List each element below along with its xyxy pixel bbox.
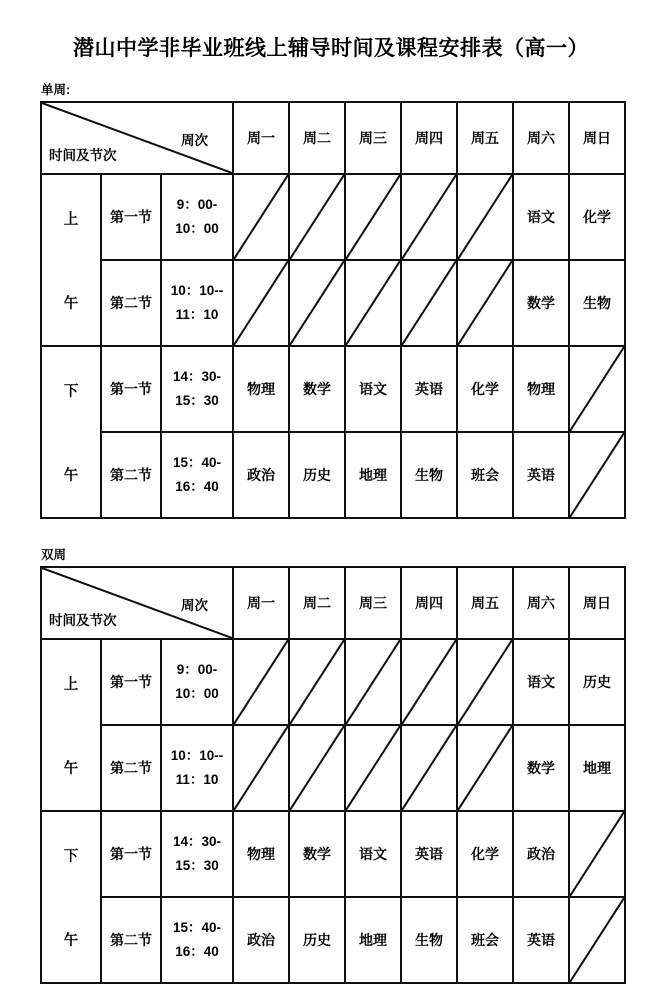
time-line: 9：00- [176,662,218,678]
even-week-label: 双周 [41,548,67,562]
time-line: 11：10 [175,772,219,787]
section-cell: 第二节 [101,260,161,346]
subject-cell: 英语 [401,346,457,432]
time-line: 15：40- [173,920,222,936]
time-cell [161,432,233,518]
period-char: 上 [63,676,79,693]
diagonal-slash-icon [346,640,400,724]
subject-cell: 英语 [401,811,457,897]
day-header-2: 周二 [289,567,345,639]
subject-cell: 英语 [513,897,569,983]
day-header-6: 周六 [513,102,569,174]
day-header-5: 周五 [457,102,513,174]
section-cell: 第二节 [101,897,161,983]
day-header-5: 周五 [457,567,513,639]
corner-week-label: 周次 [181,598,209,613]
diagonal-slash-icon [458,726,512,810]
diagonal-slash-icon [458,640,512,724]
day-header-4: 周四 [401,567,457,639]
crossed-cell [457,260,513,346]
page-title: 潜山中学非毕业班线上辅导时间及课程安排表（高一） [73,37,589,60]
day-header-7: 周日 [569,567,625,639]
subject-cell: 数学 [513,725,569,811]
subject-cell: 物理 [513,346,569,432]
time-line: 9：00- [176,197,218,213]
time-line: 15：40- [173,455,222,471]
day-header-7: 周日 [569,102,625,174]
crossed-cell [345,174,401,260]
period-char: 上 [63,211,79,228]
crossed-cell [401,725,457,811]
subject-cell: 数学 [289,811,345,897]
time-cell [161,897,233,983]
subject-cell: 语文 [345,811,401,897]
period-char: 午 [63,295,79,312]
diagonal-slash-icon [290,726,344,810]
subject-cell: 政治 [233,897,289,983]
day-header-2: 周二 [289,102,345,174]
subject-cell: 生物 [569,260,625,346]
subject-cell: 化学 [457,346,513,432]
diagonal-slash-icon [570,898,624,982]
morning-period-cell [41,639,101,811]
subject-cell: 历史 [289,432,345,518]
crossed-cell [569,897,625,983]
crossed-cell [457,639,513,725]
crossed-cell [289,260,345,346]
subject-cell: 物理 [233,346,289,432]
subject-cell: 语文 [345,346,401,432]
day-header-3: 周三 [345,102,401,174]
section-cell: 第二节 [101,725,161,811]
period-label [42,348,100,516]
subject-cell: 物理 [233,811,289,897]
diagonal-slash-icon [570,347,624,431]
day-header-4: 周四 [401,102,457,174]
time-cell [161,725,233,811]
subject-cell: 语文 [513,174,569,260]
diagonal-slash-icon [402,175,456,259]
period-char: 午 [63,467,79,484]
time-line: 10：00 [175,686,219,701]
period-char: 下 [63,383,79,400]
period-char: 午 [63,760,79,777]
crossed-cell [345,725,401,811]
section-cell: 第一节 [101,174,161,260]
odd-week-block [40,80,622,519]
time-cell [161,260,233,346]
crossed-cell [457,725,513,811]
crossed-cell [401,174,457,260]
time-line: 16：40 [175,944,219,959]
time-line: 15：30 [175,393,219,408]
time-line: 10：10-- [170,748,224,764]
diagonal-slash-icon [290,640,344,724]
subject-cell: 政治 [513,811,569,897]
crossed-cell [457,174,513,260]
period-label [42,176,100,344]
crossed-cell [569,811,625,897]
diagonal-slash-icon [234,261,288,345]
section-cell: 第一节 [101,346,161,432]
day-header-1: 周一 [233,102,289,174]
section-cell: 第一节 [101,639,161,725]
time-line: 15：30 [175,858,219,873]
time-cell [161,811,233,897]
diagonal-slash-icon [290,261,344,345]
subject-cell: 历史 [569,639,625,725]
subject-cell: 生物 [401,432,457,518]
subject-cell: 语文 [513,639,569,725]
subject-cell: 历史 [289,897,345,983]
odd-week-schedule-table [40,101,626,519]
day-header-6: 周六 [513,567,569,639]
subject-cell: 地理 [345,897,401,983]
corner-time-label: 时间及节次 [49,613,117,628]
section-cell: 第二节 [101,432,161,518]
crossed-cell [289,174,345,260]
time-line: 16：40 [175,479,219,494]
time-cell [161,346,233,432]
subject-cell: 生物 [401,897,457,983]
subject-cell: 数学 [513,260,569,346]
crossed-cell [401,639,457,725]
diagonal-slash-icon [346,175,400,259]
diagonal-slash-icon [402,261,456,345]
crossed-cell [289,725,345,811]
time-line: 10：10-- [170,283,224,299]
period-label [42,641,100,809]
subject-cell: 地理 [569,725,625,811]
crossed-cell [233,174,289,260]
afternoon-period-cell [41,811,101,983]
crossed-cell [401,260,457,346]
time-line: 11：10 [175,307,219,322]
diagonal-slash-icon [346,261,400,345]
diagonal-slash-icon [234,640,288,724]
even-week-schedule-table [40,566,626,984]
time-line: 14：30- [173,834,222,850]
subject-cell: 化学 [569,174,625,260]
diagonal-slash-icon [234,726,288,810]
odd-week-label: 单周: [41,83,71,97]
diagonal-slash-icon [290,175,344,259]
crossed-cell [233,725,289,811]
week-time-corner-cell [41,567,233,639]
subject-cell: 政治 [233,432,289,518]
diagonal-slash-icon [570,812,624,896]
time-line: 10：00 [175,221,219,236]
section-cell: 第一节 [101,811,161,897]
crossed-cell [569,432,625,518]
crossed-cell [233,260,289,346]
crossed-cell [233,639,289,725]
day-header-1: 周一 [233,567,289,639]
subject-cell: 班会 [457,897,513,983]
diagonal-slash-icon [458,261,512,345]
subject-cell: 班会 [457,432,513,518]
week-time-corner-cell [41,102,233,174]
time-line: 14：30- [173,369,222,385]
corner-time-label: 时间及节次 [49,148,117,163]
crossed-cell [289,639,345,725]
subject-cell: 化学 [457,811,513,897]
period-char: 午 [63,932,79,949]
morning-period-cell [41,174,101,346]
afternoon-period-cell [41,346,101,518]
diagonal-slash-icon [346,726,400,810]
diagonal-slash-icon [570,433,624,517]
time-cell [161,174,233,260]
crossed-cell [345,639,401,725]
corner-week-label: 周次 [181,133,209,148]
crossed-cell [345,260,401,346]
subject-cell: 地理 [345,432,401,518]
period-label [42,813,100,981]
even-week-block [40,545,622,984]
diagonal-slash-icon [402,640,456,724]
time-cell [161,639,233,725]
crossed-cell [569,346,625,432]
period-char: 下 [63,848,79,865]
day-header-3: 周三 [345,567,401,639]
diagonal-slash-icon [234,175,288,259]
diagonal-slash-icon [402,726,456,810]
diagonal-slash-icon [458,175,512,259]
subject-cell: 数学 [289,346,345,432]
subject-cell: 英语 [513,432,569,518]
